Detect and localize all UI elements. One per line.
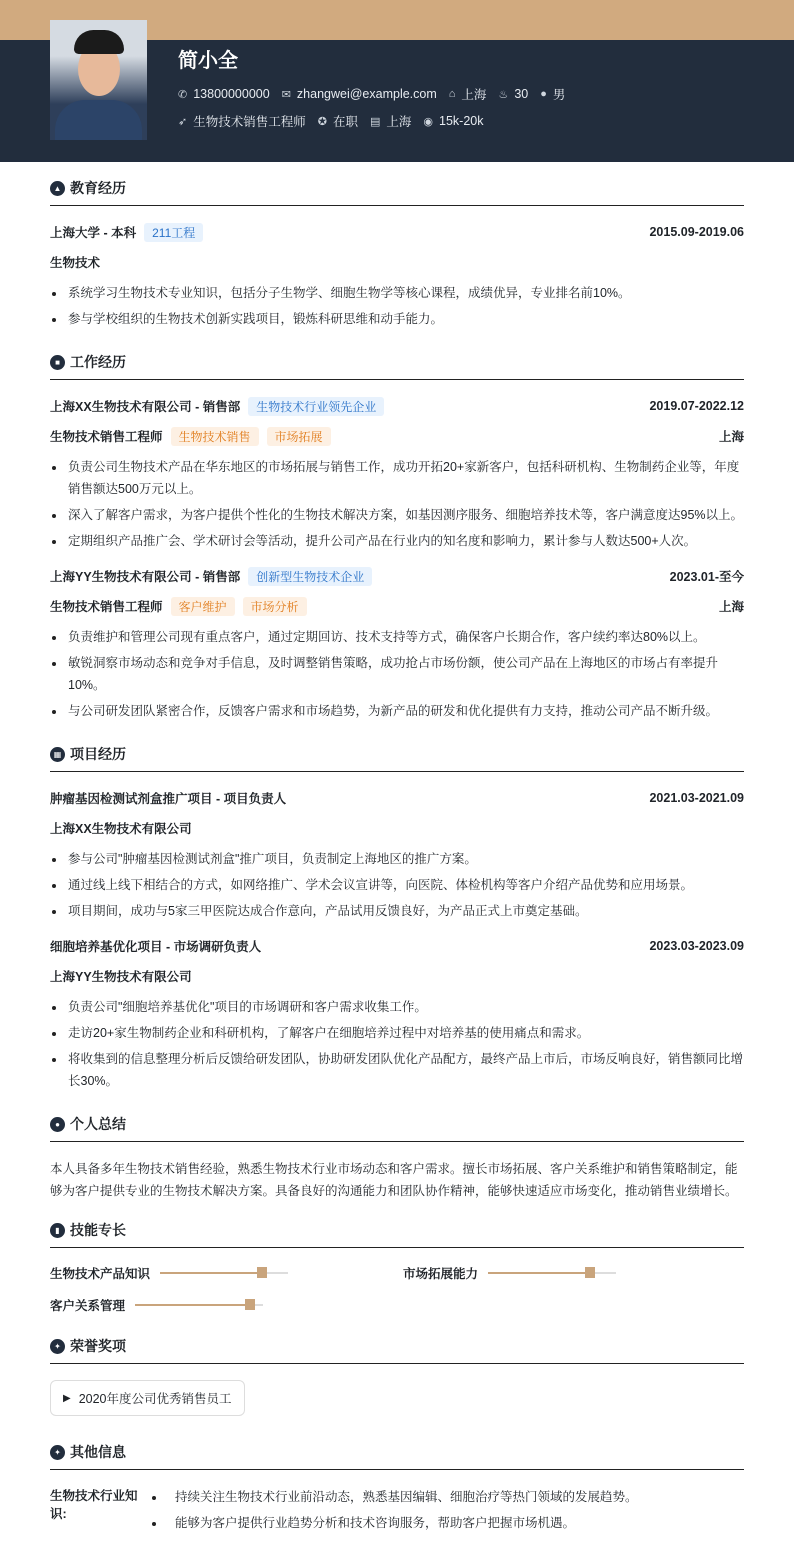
summary-text: 本人具备多年生物技术销售经验，熟悉生物技术行业市场动态和客户需求。擅长市场拓展、客户关系维护和销售策略制定，能够为客户提供专业的生物技术解决方案。具备良好的沟通能力和团队协作精神，能够快速适应市场变化，推动销售业绩增长。 [50, 1162, 738, 1198]
caret-right-icon: ▶ [63, 1392, 71, 1404]
grid-icon: ▦ [50, 747, 65, 762]
briefcase-icon: ■ [50, 355, 65, 370]
section-title: 工作经历 [70, 354, 126, 370]
list-item: 参与公司"肿瘤基因检测试剂盒"推广项目，负责制定上海地区的推广方案。 [50, 848, 744, 870]
skill-item [50, 1296, 403, 1314]
list-item: 与公司研发团队紧密合作，反馈客户需求和市场趋势，为新产品的研发和优化提供有力支持，推动公司产品不断升级。 [50, 700, 744, 722]
home-icon: ⌂ [448, 88, 456, 100]
other-label: 生物技术行业知识: [50, 1489, 138, 1521]
skill-item [50, 1264, 403, 1282]
project-name: 细胞培养基优化项目 - 市场调研负责人 [50, 940, 262, 954]
work-item [50, 566, 744, 722]
list-item: 持续关注生物技术行业前沿动态，熟悉基因编辑、细胞治疗等热门领域的发展趋势。 [150, 1486, 638, 1508]
project-name: 肿瘤基因检测试剂盒推广项目 - 项目负责人 [50, 792, 287, 806]
city: 上海 [718, 600, 744, 614]
tag: 市场拓展 [267, 427, 331, 446]
skill-slider [488, 1272, 616, 1274]
section-summary [50, 1114, 744, 1142]
send-icon: ➶ [178, 115, 188, 128]
email: zhangwei@example.com [296, 87, 437, 101]
list-item: 走访20+家生物制药企业和科研机构，了解客户在细胞培养过程中对培养基的使用痛点和需求。 [50, 1022, 744, 1044]
tag: 市场分析 [243, 597, 307, 616]
skill-fill [488, 1272, 590, 1274]
section-title: 个人总结 [70, 1116, 126, 1132]
salary: 15k-20k [439, 114, 484, 128]
major [50, 252, 744, 272]
section-other [50, 1442, 744, 1470]
date: 2023.01-至今 [669, 570, 744, 584]
date: 2015.09-2019.06 [649, 225, 744, 239]
section-title: 项目经历 [70, 746, 126, 762]
job-intent-row [178, 112, 483, 130]
gender: 男 [552, 88, 566, 102]
date: 2021.03-2021.09 [649, 791, 744, 805]
skill-fill [135, 1304, 250, 1306]
cake-icon: ♨ [498, 88, 509, 101]
company: 上海YY生物技术有限公司 [50, 970, 192, 984]
section-awards [50, 1336, 744, 1364]
tag: 生物技术行业领先企业 [248, 397, 384, 416]
project-item [50, 788, 744, 922]
position: 生物技术销售工程师 [193, 115, 306, 129]
status-icon: ✪ [317, 115, 327, 128]
city: 上海 [386, 115, 412, 129]
company: 上海XX生物技术有限公司 [50, 822, 192, 836]
tag: 客户维护 [171, 597, 235, 616]
mail-icon: ✉ [281, 88, 291, 101]
skill-item [403, 1264, 743, 1282]
skill-name: 客户关系管理 [50, 1299, 126, 1313]
list-item: 将收集到的信息整理分析后反馈给研发团队，协助研发团队优化产品配方，最终产品上市后，市场反响良好，销售额同比增长30%。 [50, 1048, 744, 1092]
gender-icon: ● [540, 88, 547, 100]
list-item: 通过线上线下相结合的方式，如网络推广、学术会议宣讲等，向医院、体检机构等客户介绍产品优势和应用场景。 [50, 874, 744, 896]
award-item[interactable] [50, 1380, 245, 1416]
section-education [50, 178, 744, 206]
section-title: 技能专长 [70, 1222, 126, 1238]
school: 上海大学 - 本科 [50, 226, 137, 240]
phone: 13800000000 [193, 87, 270, 101]
company: 上海XX生物技术有限公司 - 销售部 [50, 400, 241, 414]
award-icon: ✦ [50, 1339, 65, 1354]
city: 上海 [718, 430, 744, 444]
section-projects [50, 744, 744, 772]
list-item: 敏锐洞察市场动态和竞争对手信息，及时调整销售策略，成功抢占市场份额，使公司产品在上海地区的市场占有率提升10%。 [50, 652, 744, 696]
date: 2023.03-2023.09 [649, 939, 744, 953]
project-item [50, 936, 744, 1092]
major-text: 生物技术 [50, 256, 101, 270]
skill-name: 生物技术产品知识 [50, 1267, 151, 1281]
skills-list [50, 1264, 744, 1314]
award-name: 2020年度公司优秀销售员工 [78, 1392, 232, 1406]
other-info [50, 1486, 744, 1552]
company: 上海YY生物技术有限公司 - 销售部 [50, 570, 241, 584]
role: 生物技术销售工程师 [50, 600, 163, 614]
section-skills [50, 1220, 744, 1248]
list-item: 参与学校组织的生物技术创新实践项目，锻炼科研思维和动手能力。 [50, 308, 744, 330]
list-item: 负责公司"细胞培养基优化"项目的市场调研和客户需求收集工作。 [50, 996, 744, 1018]
tag: 创新型生物技术企业 [248, 567, 372, 586]
skill-slider [135, 1304, 263, 1306]
resume-body [50, 178, 744, 1552]
skill-name: 市场拓展能力 [403, 1267, 479, 1281]
graduation-icon: ▲ [50, 181, 65, 196]
user-icon: ● [50, 1117, 65, 1132]
chart-icon: ▮ [50, 1223, 65, 1238]
skill-fill [160, 1272, 262, 1274]
skill-thumb [585, 1267, 595, 1278]
skill-slider [160, 1272, 288, 1274]
education-row [50, 222, 744, 242]
section-title: 荣誉奖项 [70, 1338, 126, 1354]
date: 2019.07-2022.12 [649, 399, 744, 413]
skill-thumb [245, 1299, 255, 1310]
avatar-photo [50, 20, 147, 140]
phone-icon: ✆ [178, 88, 188, 101]
info-icon: ✦ [50, 1445, 65, 1460]
status: 在职 [332, 115, 358, 129]
list-item: 负责公司生物技术产品在华东地区的市场拓展与销售工作，成功开拓20+家新客户，包括科研机构、生物制药企业等，年度销售额达500万元以上。 [50, 456, 744, 500]
age: 30 [514, 87, 529, 101]
work-item [50, 396, 744, 552]
tag: 211工程 [144, 223, 203, 242]
list-item: 深入了解客户需求，为客户提供个性化的生物技术解决方案，如基因测序服务、细胞培养技术等，客户满意度达95%以上。 [50, 504, 744, 526]
building-icon: ▤ [369, 115, 381, 128]
section-title: 其他信息 [70, 1444, 126, 1460]
section-title: 教育经历 [70, 180, 126, 196]
list-item: 负责维护和管理公司现有重点客户，通过定期回访、技术支持等方式，确保客户长期合作，客户续约率达80%以上。 [50, 626, 744, 648]
location: 上海 [461, 88, 487, 102]
list-item: 能够为客户提供行业趋势分析和技术咨询服务，帮助客户把握市场机遇。 [150, 1512, 638, 1534]
list-item: 定期组织产品推广会、学术研讨会等活动，提升公司产品在行业内的知名度和影响力，累计参与人数达500+人次。 [50, 530, 744, 552]
skill-thumb [257, 1267, 267, 1278]
candidate-name: 简小全 [178, 50, 238, 72]
list-item: 系统学习生物技术专业知识，包括分子生物学、细胞生物学等核心课程，成绩优异，专业排名前10%。 [50, 282, 744, 304]
list-item: 项目期间，成功与5家三甲医院达成合作意向，产品试用反馈良好，为产品正式上市奠定基础。 [50, 900, 744, 922]
role: 生物技术销售工程师 [50, 430, 163, 444]
salary-icon: ◉ [423, 115, 433, 128]
contact-row [178, 85, 565, 103]
tag: 生物技术销售 [171, 427, 259, 446]
section-work [50, 352, 744, 380]
